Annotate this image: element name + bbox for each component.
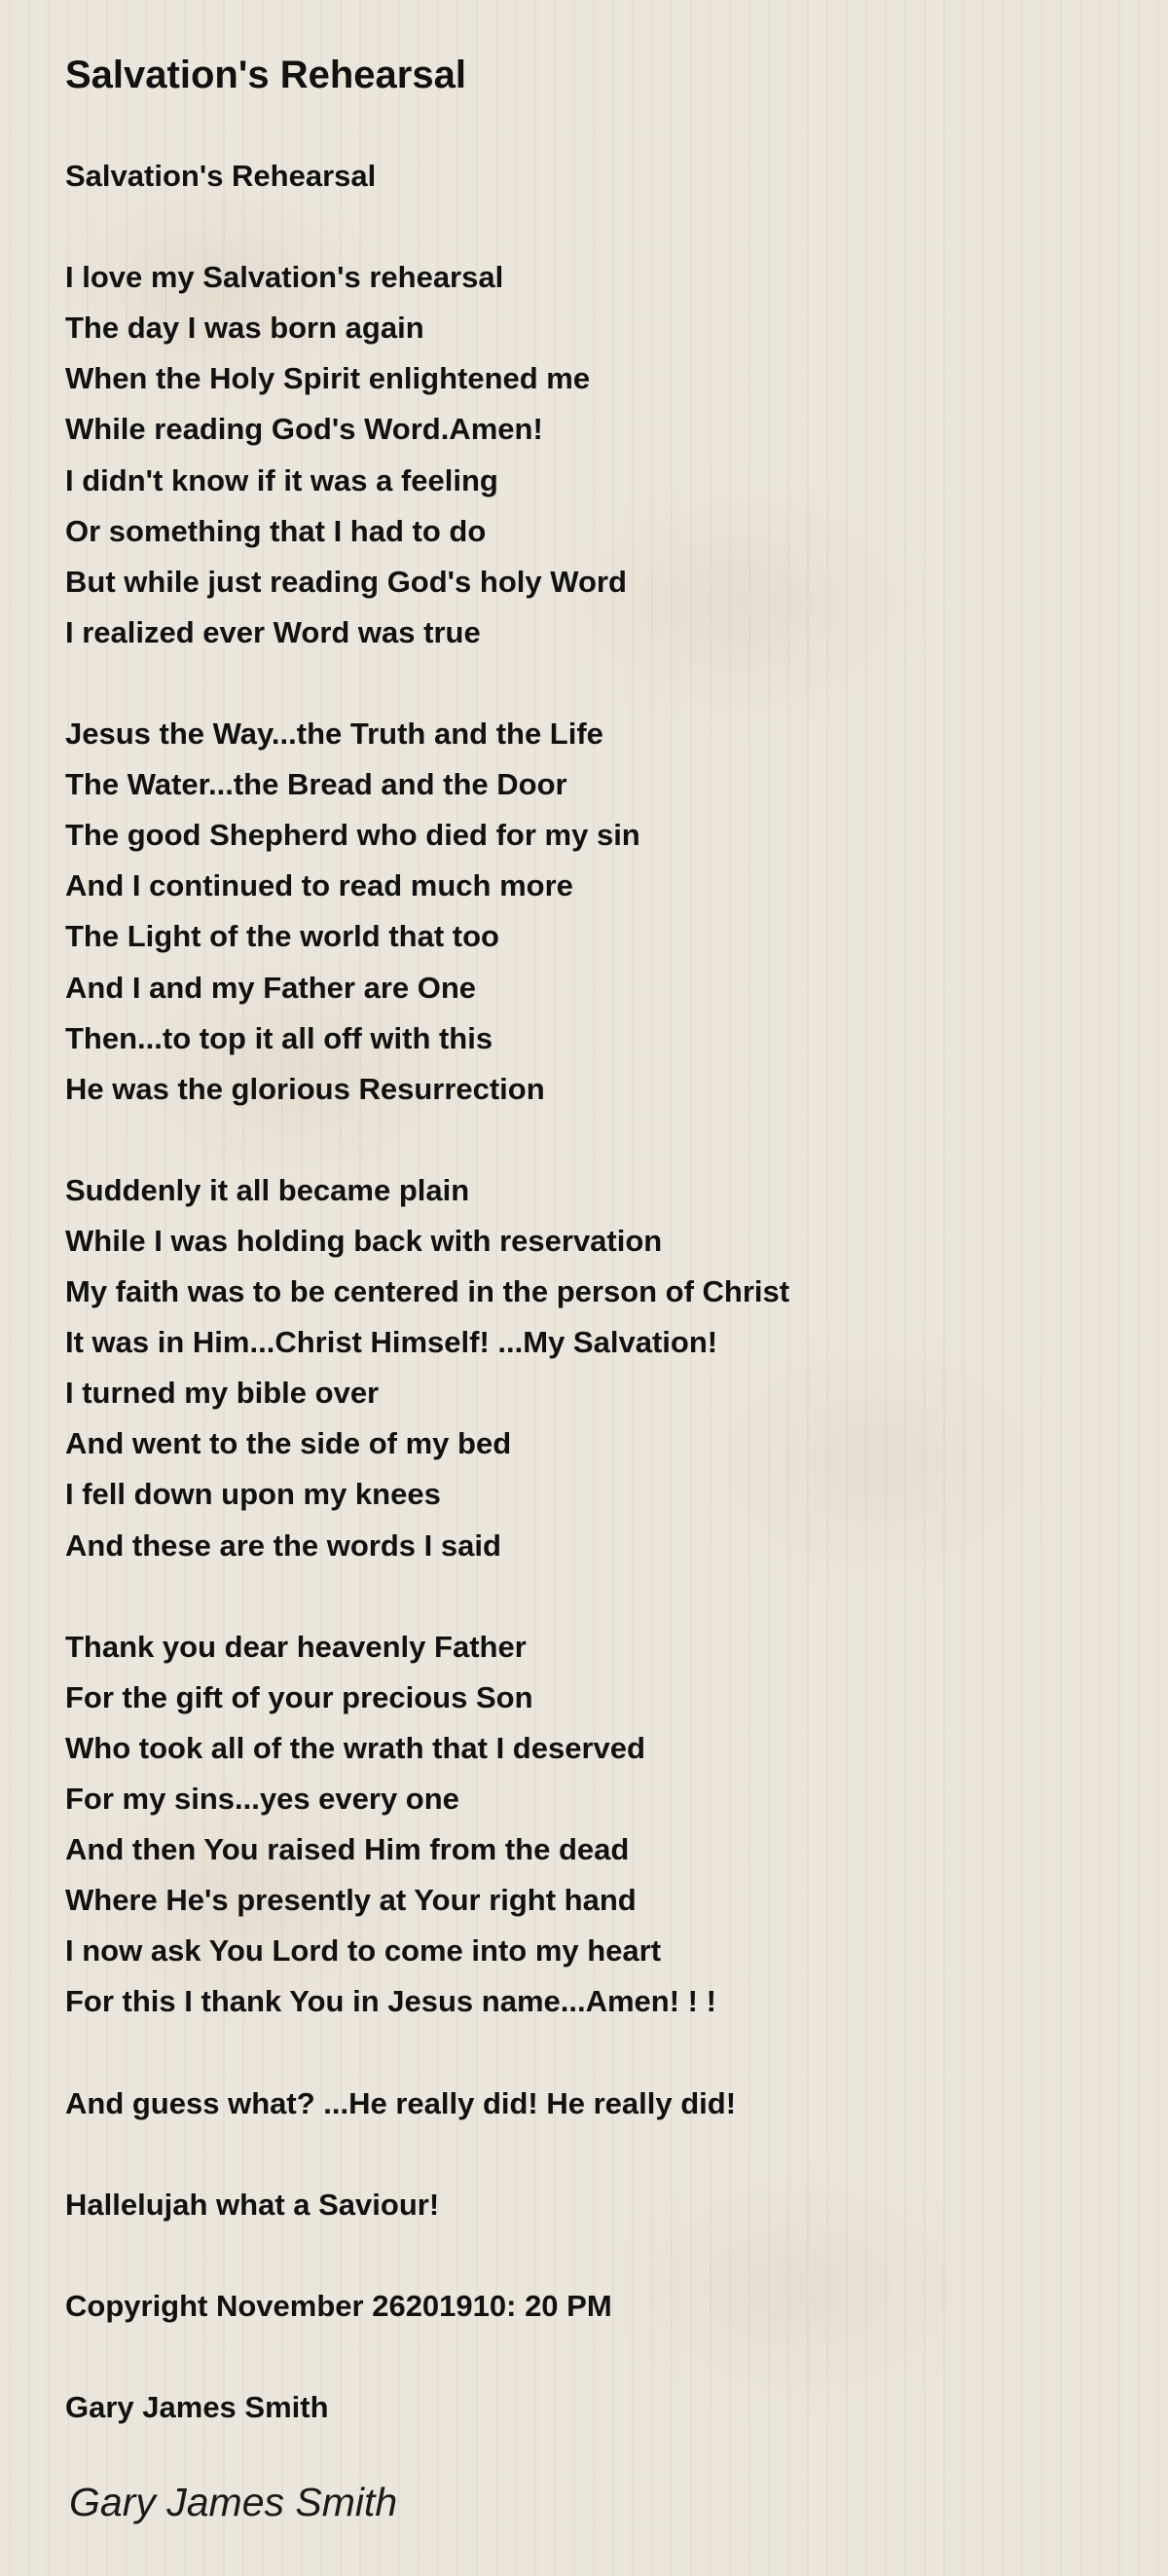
poem-line: For this I thank You in Jesus name...Amen! ! ! <box>65 1984 716 2019</box>
poem-line: I realized ever Word was true <box>65 614 481 649</box>
poem-line: Gary James Smith <box>65 2390 329 2425</box>
poem-line: Who took all of the wrath that I deserved <box>65 1730 645 1765</box>
poem-line: Or something that I had to do <box>65 513 487 548</box>
poem-line: And then You raised Him from the dead <box>65 1832 630 1867</box>
poem-stanza <box>65 2079 1116 2129</box>
poem-stanza <box>65 252 1116 658</box>
poem-stanza <box>65 2281 1116 2332</box>
poem-line: And went to the side of my bed <box>65 1426 512 1461</box>
poem-stanza <box>65 151 1116 202</box>
poem-line: I turned my bible over <box>65 1376 380 1411</box>
poem-line: Suddenly it all became plain <box>65 1172 470 1207</box>
poem-stanza <box>65 2180 1116 2230</box>
poem-line: The day I was born again <box>65 311 424 346</box>
poem-body <box>65 151 1116 2433</box>
poem-stanza <box>65 709 1116 1115</box>
poem-line: I fell down upon my knees <box>65 1477 441 1512</box>
poem-line: While reading God's Word.Amen! <box>65 412 543 447</box>
poem-line: While I was holding back with reservation <box>65 1223 663 1258</box>
poem-line: For my sins...yes every one <box>65 1782 459 1816</box>
poem-line: Jesus the Way...the Truth and the Life <box>65 717 603 752</box>
poem-line: But while just reading God's holy Word <box>65 564 627 599</box>
poem-title: Salvation's Rehearsal <box>65 54 466 96</box>
poem-line: And these are the words I said <box>65 1527 501 1563</box>
poem-stanza <box>65 1622 1116 2028</box>
poem-line: The Light of the world that too <box>65 919 499 954</box>
poem-line: When the Holy Spirit enlightened me <box>65 361 591 396</box>
poem-line: I didn't know if it was a feeling <box>65 462 498 497</box>
poem-page <box>65 0 1116 2524</box>
poem-stanza <box>65 2382 1116 2433</box>
poem-line: The Water...the Bread and the Door <box>65 767 567 802</box>
poem-line: And guess what? ...He really did! He really did! <box>65 2085 737 2120</box>
poem-line: Thank you dear heavenly Father <box>65 1629 527 1664</box>
poem-line: He was the glorious Resurrection <box>65 1071 545 1106</box>
poem-line: For the gift of your precious Son <box>65 1679 533 1714</box>
poem-line: I love my Salvation's rehearsal <box>65 260 504 295</box>
poem-stanza <box>65 1165 1116 1571</box>
poem-line: The good Shepherd who died for my sin <box>65 818 640 853</box>
author-signature: Gary James Smith <box>69 2480 398 2524</box>
poem-line: Where He's presently at Your right hand <box>65 1883 637 1918</box>
poem-line: My faith was to be centered in the person of Christ <box>65 1274 790 1309</box>
poem-line: Copyright November 26201910: 20 PM <box>65 2288 612 2323</box>
poem-line: And I and my Father are One <box>65 970 477 1005</box>
poem-line: And I continued to read much more <box>65 868 573 903</box>
poem-line: I now ask You Lord to come into my heart <box>65 1933 662 1969</box>
poem-line: Salvation's Rehearsal <box>65 159 377 193</box>
poem-line: Then...to top it all off with this <box>65 1020 493 1055</box>
poem-line: Hallelujah what a Saviour! <box>65 2187 440 2222</box>
poem-line: It was in Him...Christ Himself! ...My Salvation! <box>65 1325 718 1360</box>
